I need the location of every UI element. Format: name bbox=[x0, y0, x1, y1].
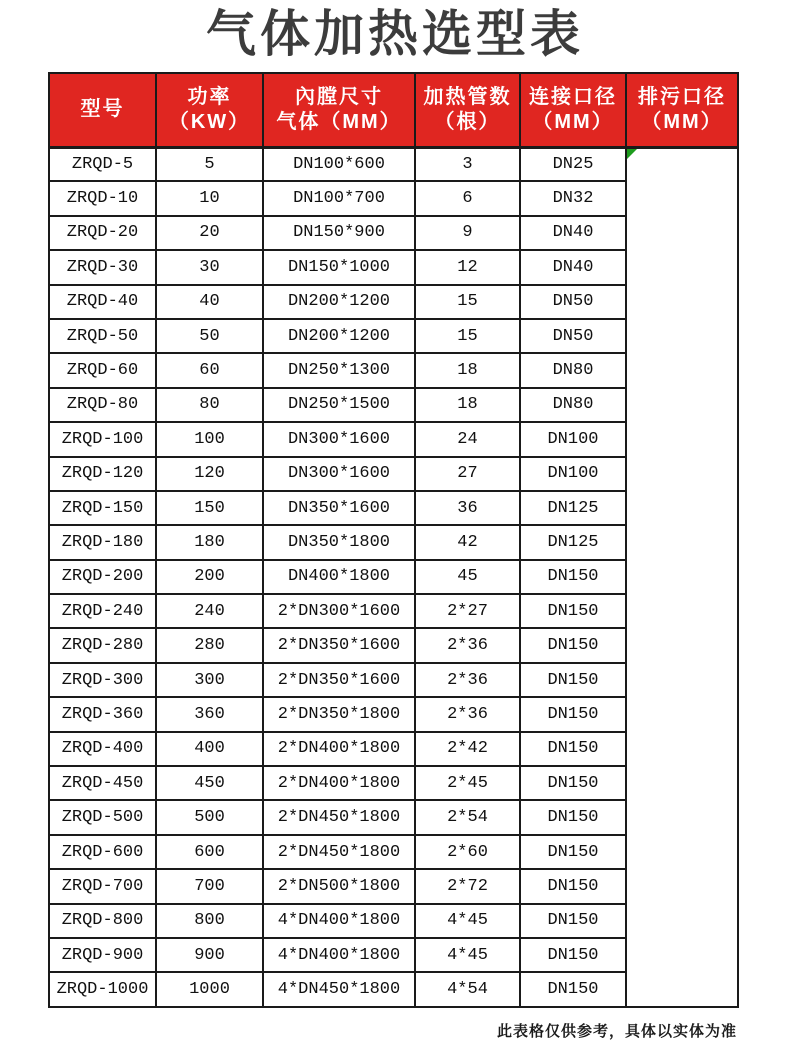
column-header-connection bbox=[520, 73, 626, 147]
page-title: 气体加热选型表 bbox=[206, 6, 584, 62]
cell-power: 900 bbox=[156, 938, 263, 972]
cell-connection: DN40 bbox=[520, 216, 626, 250]
cell-power: 80 bbox=[156, 388, 263, 422]
cell-model: ZRQD-200 bbox=[49, 560, 156, 594]
cell-connection: DN150 bbox=[520, 560, 626, 594]
cell-tubes: 15 bbox=[415, 319, 520, 353]
cell-tubes: 2*60 bbox=[415, 835, 520, 869]
cell-power: 800 bbox=[156, 904, 263, 938]
cell-chamber: DN400*1800 bbox=[263, 560, 415, 594]
cell-chamber: DN300*1600 bbox=[263, 457, 415, 491]
cell-tubes: 18 bbox=[415, 353, 520, 387]
cell-model: ZRQD-5 bbox=[49, 147, 156, 181]
cell-chamber: 4*DN450*1800 bbox=[263, 972, 415, 1006]
cell-model: ZRQD-600 bbox=[49, 835, 156, 869]
cell-power: 10 bbox=[156, 181, 263, 215]
cell-chamber: DN350*1800 bbox=[263, 525, 415, 559]
cell-chamber: 4*DN400*1800 bbox=[263, 938, 415, 972]
cell-chamber: DN150*1000 bbox=[263, 250, 415, 284]
cell-connection: DN150 bbox=[520, 800, 626, 834]
cell-tubes: 9 bbox=[415, 216, 520, 250]
cell-tubes: 42 bbox=[415, 525, 520, 559]
column-header-line: （KW） bbox=[168, 110, 251, 133]
cell-model: ZRQD-50 bbox=[49, 319, 156, 353]
cell-power: 360 bbox=[156, 697, 263, 731]
cell-tubes: 45 bbox=[415, 560, 520, 594]
cell-tubes: 4*54 bbox=[415, 972, 520, 1006]
cell-tubes: 3 bbox=[415, 147, 520, 181]
cell-power: 1000 bbox=[156, 972, 263, 1006]
cell-model: ZRQD-900 bbox=[49, 938, 156, 972]
cell-power: 600 bbox=[156, 835, 263, 869]
cell-chamber: 2*DN450*1800 bbox=[263, 835, 415, 869]
cell-connection: DN150 bbox=[520, 869, 626, 903]
cell-connection: DN32 bbox=[520, 181, 626, 215]
cell-chamber: 2*DN400*1800 bbox=[263, 732, 415, 766]
cell-tubes: 12 bbox=[415, 250, 520, 284]
cell-connection: DN150 bbox=[520, 594, 626, 628]
cell-connection: DN150 bbox=[520, 732, 626, 766]
cell-tubes: 6 bbox=[415, 181, 520, 215]
cell-connection: DN100 bbox=[520, 457, 626, 491]
cell-model: ZRQD-30 bbox=[49, 250, 156, 284]
cell-connection: DN150 bbox=[520, 766, 626, 800]
cell-model: ZRQD-60 bbox=[49, 353, 156, 387]
cell-chamber: DN250*1500 bbox=[263, 388, 415, 422]
footer-note: 此表格仅供参考，具体以实体为准 bbox=[496, 1022, 737, 1040]
column-header-line: 功率 bbox=[187, 85, 232, 108]
column-header-line: 加热管数 bbox=[423, 85, 512, 108]
column-header-line: 连接口径 bbox=[529, 85, 617, 108]
cell-power: 5 bbox=[156, 147, 263, 181]
cell-power: 20 bbox=[156, 216, 263, 250]
cell-power: 100 bbox=[156, 422, 263, 456]
table-body bbox=[49, 147, 738, 1007]
cell-chamber: DN100*700 bbox=[263, 181, 415, 215]
cell-power: 50 bbox=[156, 319, 263, 353]
cell-power: 180 bbox=[156, 525, 263, 559]
cell-model: ZRQD-240 bbox=[49, 594, 156, 628]
cell-power: 240 bbox=[156, 594, 263, 628]
cell-model: ZRQD-400 bbox=[49, 732, 156, 766]
header-row bbox=[49, 73, 738, 147]
cell-connection: DN150 bbox=[520, 972, 626, 1006]
cell-chamber: 4*DN400*1800 bbox=[263, 904, 415, 938]
cell-chamber: DN200*1200 bbox=[263, 319, 415, 353]
cell-power: 450 bbox=[156, 766, 263, 800]
cell-chamber: 2*DN400*1800 bbox=[263, 766, 415, 800]
cell-chamber: DN150*900 bbox=[263, 216, 415, 250]
table-row bbox=[49, 147, 738, 181]
cell-power: 40 bbox=[156, 285, 263, 319]
cell-connection: DN150 bbox=[520, 904, 626, 938]
cell-power: 700 bbox=[156, 869, 263, 903]
cell-tubes: 15 bbox=[415, 285, 520, 319]
cell-chamber: DN200*1200 bbox=[263, 285, 415, 319]
cell-connection: DN100 bbox=[520, 422, 626, 456]
cell-model: ZRQD-40 bbox=[49, 285, 156, 319]
cell-model: ZRQD-100 bbox=[49, 422, 156, 456]
cell-power: 200 bbox=[156, 560, 263, 594]
cell-connection: DN150 bbox=[520, 835, 626, 869]
cell-connection: DN150 bbox=[520, 938, 626, 972]
column-header-power bbox=[156, 73, 263, 147]
cell-chamber: 2*DN350*1600 bbox=[263, 628, 415, 662]
column-header-model bbox=[49, 73, 156, 147]
cell-connection: DN150 bbox=[520, 663, 626, 697]
column-header-line: 气体（MM） bbox=[276, 110, 402, 133]
table-header bbox=[49, 73, 738, 147]
cell-connection: DN125 bbox=[520, 525, 626, 559]
cell-model: ZRQD-500 bbox=[49, 800, 156, 834]
column-header-line: （根） bbox=[434, 110, 501, 133]
cell-chamber: 2*DN300*1600 bbox=[263, 594, 415, 628]
cell-model: ZRQD-450 bbox=[49, 766, 156, 800]
cell-power: 60 bbox=[156, 353, 263, 387]
cell-connection: DN50 bbox=[520, 319, 626, 353]
cell-power: 150 bbox=[156, 491, 263, 525]
cell-connection: DN80 bbox=[520, 353, 626, 387]
cell-chamber: 2*DN450*1800 bbox=[263, 800, 415, 834]
column-header-line: 排污口径 bbox=[638, 85, 726, 108]
cell-tubes: 2*36 bbox=[415, 697, 520, 731]
cell-model: ZRQD-1000 bbox=[49, 972, 156, 1006]
cell-model: ZRQD-180 bbox=[49, 525, 156, 559]
cell-model: ZRQD-150 bbox=[49, 491, 156, 525]
cell-tubes: 24 bbox=[415, 422, 520, 456]
spec-table bbox=[48, 72, 739, 1008]
cell-tubes: 4*45 bbox=[415, 938, 520, 972]
cell-connection: DN80 bbox=[520, 388, 626, 422]
cell-model: ZRQD-280 bbox=[49, 628, 156, 662]
cell-tubes: 2*72 bbox=[415, 869, 520, 903]
cell-power: 400 bbox=[156, 732, 263, 766]
cell-tubes: 2*36 bbox=[415, 628, 520, 662]
column-header-line: 型号 bbox=[80, 98, 125, 121]
cell-chamber: DN300*1600 bbox=[263, 422, 415, 456]
column-header-drain bbox=[626, 73, 738, 147]
cell-tubes: 2*27 bbox=[415, 594, 520, 628]
column-header-line: 內膛尺寸 bbox=[295, 85, 383, 108]
cell-chamber: DN100*600 bbox=[263, 147, 415, 181]
cell-model: ZRQD-20 bbox=[49, 216, 156, 250]
cell-model: ZRQD-300 bbox=[49, 663, 156, 697]
cell-tubes: 2*54 bbox=[415, 800, 520, 834]
cell-tubes: 2*36 bbox=[415, 663, 520, 697]
cell-tubes: 4*45 bbox=[415, 904, 520, 938]
column-header-line: （MM） bbox=[641, 110, 723, 133]
cell-model: ZRQD-120 bbox=[49, 457, 156, 491]
cell-connection: DN125 bbox=[520, 491, 626, 525]
cell-tubes: 2*45 bbox=[415, 766, 520, 800]
cell-model: ZRQD-80 bbox=[49, 388, 156, 422]
cell-tubes: 18 bbox=[415, 388, 520, 422]
column-header-chamber bbox=[263, 73, 415, 147]
green-corner-marker-icon bbox=[627, 149, 637, 159]
cell-connection: DN40 bbox=[520, 250, 626, 284]
cell-power: 300 bbox=[156, 663, 263, 697]
cell-power: 120 bbox=[156, 457, 263, 491]
cell-model: ZRQD-800 bbox=[49, 904, 156, 938]
cell-power: 280 bbox=[156, 628, 263, 662]
cell-connection: DN25 bbox=[520, 147, 626, 181]
cell-drain-merged bbox=[626, 147, 738, 1007]
cell-tubes: 2*42 bbox=[415, 732, 520, 766]
cell-chamber: 2*DN350*1600 bbox=[263, 663, 415, 697]
cell-tubes: 36 bbox=[415, 491, 520, 525]
cell-model: ZRQD-700 bbox=[49, 869, 156, 903]
cell-connection: DN150 bbox=[520, 697, 626, 731]
cell-model: ZRQD-360 bbox=[49, 697, 156, 731]
cell-chamber: DN250*1300 bbox=[263, 353, 415, 387]
column-header-tubes bbox=[415, 73, 520, 147]
cell-chamber: DN350*1600 bbox=[263, 491, 415, 525]
cell-power: 500 bbox=[156, 800, 263, 834]
cell-power: 30 bbox=[156, 250, 263, 284]
cell-chamber: 2*DN500*1800 bbox=[263, 869, 415, 903]
cell-tubes: 27 bbox=[415, 457, 520, 491]
cell-connection: DN150 bbox=[520, 628, 626, 662]
cell-chamber: 2*DN350*1800 bbox=[263, 697, 415, 731]
cell-connection: DN50 bbox=[520, 285, 626, 319]
column-header-line: （MM） bbox=[532, 110, 614, 133]
cell-model: ZRQD-10 bbox=[49, 181, 156, 215]
